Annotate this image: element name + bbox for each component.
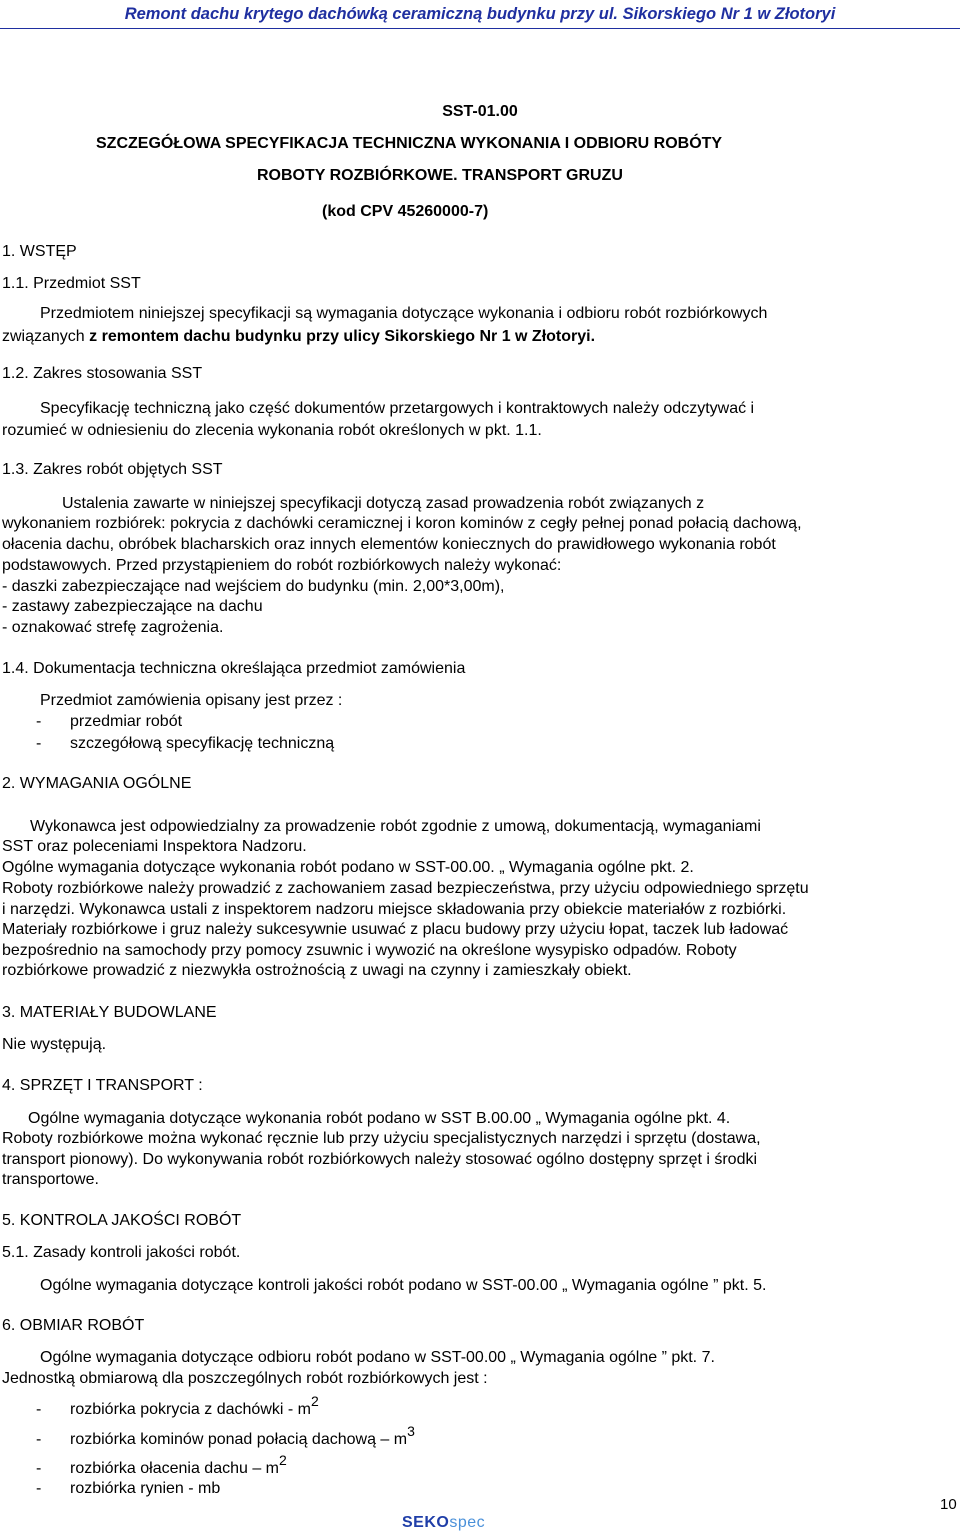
spec-subtitle: ROBOTY ROZBIÓRKOWE. TRANSPORT GRUZU xyxy=(257,167,623,184)
list-item-text xyxy=(70,1393,319,1420)
subsection-1-3: 1.3. Zakres robót objętych SST xyxy=(2,461,223,478)
para-1-1-line2 xyxy=(2,327,595,347)
para-2-line6: Materiały rozbiórkowe i gruz należy sukcesywnie usuwać z placu budowy przy użyciu łopat, taczek lub ładować xyxy=(2,921,789,938)
footer-logo xyxy=(402,1514,485,1532)
para-2-line8: rozbiórkowe prowadzić z niezwykła ostrożnością z uwagi na czynny i zamieszkały obiekt. xyxy=(2,962,632,979)
para-6-line2: Jednostką obmiarową dla poszczególnych robót rozbiórkowych jest : xyxy=(2,1370,488,1387)
para-1-3-line1: Ustalenia zawarte w niniejszej specyfikacji dotyczą zasad prowadzenia robót związanych z xyxy=(62,495,705,512)
para-2-line3: Ogólne wymagania dotyczące wykonania robót podano w SST-00.00. „ Wymagania ogólne pkt. 2. xyxy=(2,859,694,876)
para-6-line1: Ogólne wymagania dotyczące odbioru robót podano w SST-00.00 „ Wymagania ogólne ” pkt. 7. xyxy=(40,1349,715,1366)
section-2-heading: 2. WYMAGANIA OGÓLNE xyxy=(2,775,192,792)
para-1-3-line6: - zastawy zabezpieczające na dachu xyxy=(2,598,263,615)
list-item: - xyxy=(36,1431,42,1448)
para-1-1-line1: Przedmiotem niniejszej specyfikacji są wymagania dotyczące wykonania i odbioru robót rozbiórkowych xyxy=(40,305,768,322)
footer-logo-part-a: SEKO xyxy=(402,1514,450,1531)
list-item: - xyxy=(36,735,42,752)
unit-exponent: 2 xyxy=(279,1452,287,1468)
para-1-1-line2-bold: z remontem dachu budynku przy ulicy Sikorskiego Nr 1 w Złotoryi. xyxy=(89,328,596,345)
section-1-heading: 1. WSTĘP xyxy=(2,243,77,260)
para-1-1-line2-plain: związanych xyxy=(2,328,90,345)
footer-logo-part-b: spec xyxy=(449,1514,486,1531)
list-item-text: szczegółową specyfikację techniczną xyxy=(70,735,335,752)
para-2-line5: i narzędzi. Wykonawca ustali z inspektorem nadzoru miejsce składowania przy obiekcie materiałów z rozbiórki. xyxy=(2,901,787,918)
subsection-1-4: 1.4. Dokumentacja techniczna określająca przedmiot zamówienia xyxy=(2,660,466,677)
measure-unit-text: rozbiórka pokrycia z dachówki - m xyxy=(70,1401,311,1418)
list-item: - xyxy=(36,1401,42,1418)
para-1-3-line5: - daszki zabezpieczające nad wejściem do budynku (min. 2,00*3,00m), xyxy=(2,578,505,595)
para-2-line2: SST oraz poleceniami Inspektora Nadzoru. xyxy=(2,838,307,855)
section-5-heading: 5. KONTROLA JAKOŚCI ROBÓT xyxy=(2,1212,242,1229)
list-item-text: rozbiórka rynien - mb xyxy=(70,1480,221,1497)
para-1-3-line2: wykonaniem rozbiórek: pokrycia z dachówki ceramicznej i koron kominów z cegły pełnej ponad połacią dachową, xyxy=(2,515,802,532)
para-1-3-line3: ołacenia dachu, obróbek blacharskich oraz innych elementów koniecznych do prawidłowego wykonania robót xyxy=(2,536,776,553)
header-rule xyxy=(0,28,960,29)
subsection-5-1: 5.1. Zasady kontroli jakości robót. xyxy=(2,1244,241,1261)
list-item: - xyxy=(36,713,42,730)
page-header-title: Remont dachu krytego dachówką ceramiczną budynku przy ul. Sikorskiego Nr 1 w Złotoryi xyxy=(124,5,836,23)
para-1-3-line4: podstawowych. Przed przystąpieniem do robót rozbiórkowych należy wykonać: xyxy=(2,557,562,574)
para-4-line4: transportowe. xyxy=(2,1171,99,1188)
measure-unit-text: rozbiórka kominów ponad połacią dachową – m xyxy=(70,1431,408,1448)
spec-title: SZCZEGÓŁOWA SPECYFIKACJA TECHNICZNA WYKONANIA I ODBIORU ROBÓTY xyxy=(96,135,723,152)
list-item-text xyxy=(70,1452,287,1479)
list-item-text xyxy=(70,1423,415,1450)
section-3-text: Nie występują. xyxy=(2,1036,107,1053)
spec-code: SST-01.00 xyxy=(442,103,518,120)
subsection-1-2: 1.2. Zakres stosowania SST xyxy=(2,365,203,382)
list-item: - xyxy=(36,1460,42,1477)
para-1-3-line7: - oznakować strefę zagrożenia. xyxy=(2,619,224,636)
list-item: - xyxy=(36,1480,42,1497)
para-4-line3: transport pionowy). Do wykonywania robót rozbiórkowych należy stosować ogólno dostępny sprzęt i środki xyxy=(2,1151,758,1168)
list-item-text: przedmiar robót xyxy=(70,713,183,730)
para-2-line4: Roboty rozbiórkowe należy prowadzić z zachowaniem zasad bezpieczeństwa, przy użyciu odpowiedniego sprzętu xyxy=(2,880,809,897)
unit-exponent: 3 xyxy=(407,1423,415,1439)
page-number: 10 xyxy=(940,1496,957,1513)
para-4-line2: Roboty rozbiórkowe można wykonać ręcznie lub przy użyciu specjalistycznych narzędzi i sprzętu (dostawa, xyxy=(2,1130,761,1147)
section-3-heading: 3. MATERIAŁY BUDOWLANE xyxy=(2,1004,217,1021)
section-6-heading: 6. OBMIAR ROBÓT xyxy=(2,1317,145,1334)
para-5-line1: Ogólne wymagania dotyczące kontroli jakości robót podano w SST-00.00 „ Wymagania ogólne ” pkt. 5. xyxy=(40,1277,767,1294)
section-4-heading: 4. SPRZĘT I TRANSPORT : xyxy=(2,1077,203,1094)
measure-unit-text: rozbiórka ołacenia dachu – m xyxy=(70,1460,280,1477)
para-1-2-line1: Specyfikację techniczną jako część dokumentów przetargowych i kontraktowych należy odczytywać i xyxy=(40,400,755,417)
subsection-1-1: 1.1. Przedmiot SST xyxy=(2,275,141,292)
para-2-line7: bezpośrednio na samochody przy pomocy zsuwnic i wywozić na określone wysypisko odpadów. Roboty xyxy=(2,942,737,959)
spec-cpv: (kod CPV 45260000-7) xyxy=(322,203,489,220)
para-1-2-line2: rozumieć w odniesieniu do zlecenia wykonania robót określonych w pkt. 1.1. xyxy=(2,422,542,439)
para-2-line1: Wykonawca jest odpowiedzialny za prowadzenie robót zgodnie z umową, dokumentacją, wymaganiami xyxy=(30,818,761,835)
unit-exponent: 2 xyxy=(310,1393,319,1409)
para-1-4-line1: Przedmiot zamówienia opisany jest przez : xyxy=(40,692,343,709)
para-4-line1: Ogólne wymagania dotyczące wykonania robót podano w SST B.00.00 „ Wymagania ogólne pkt. 4. xyxy=(28,1110,731,1127)
